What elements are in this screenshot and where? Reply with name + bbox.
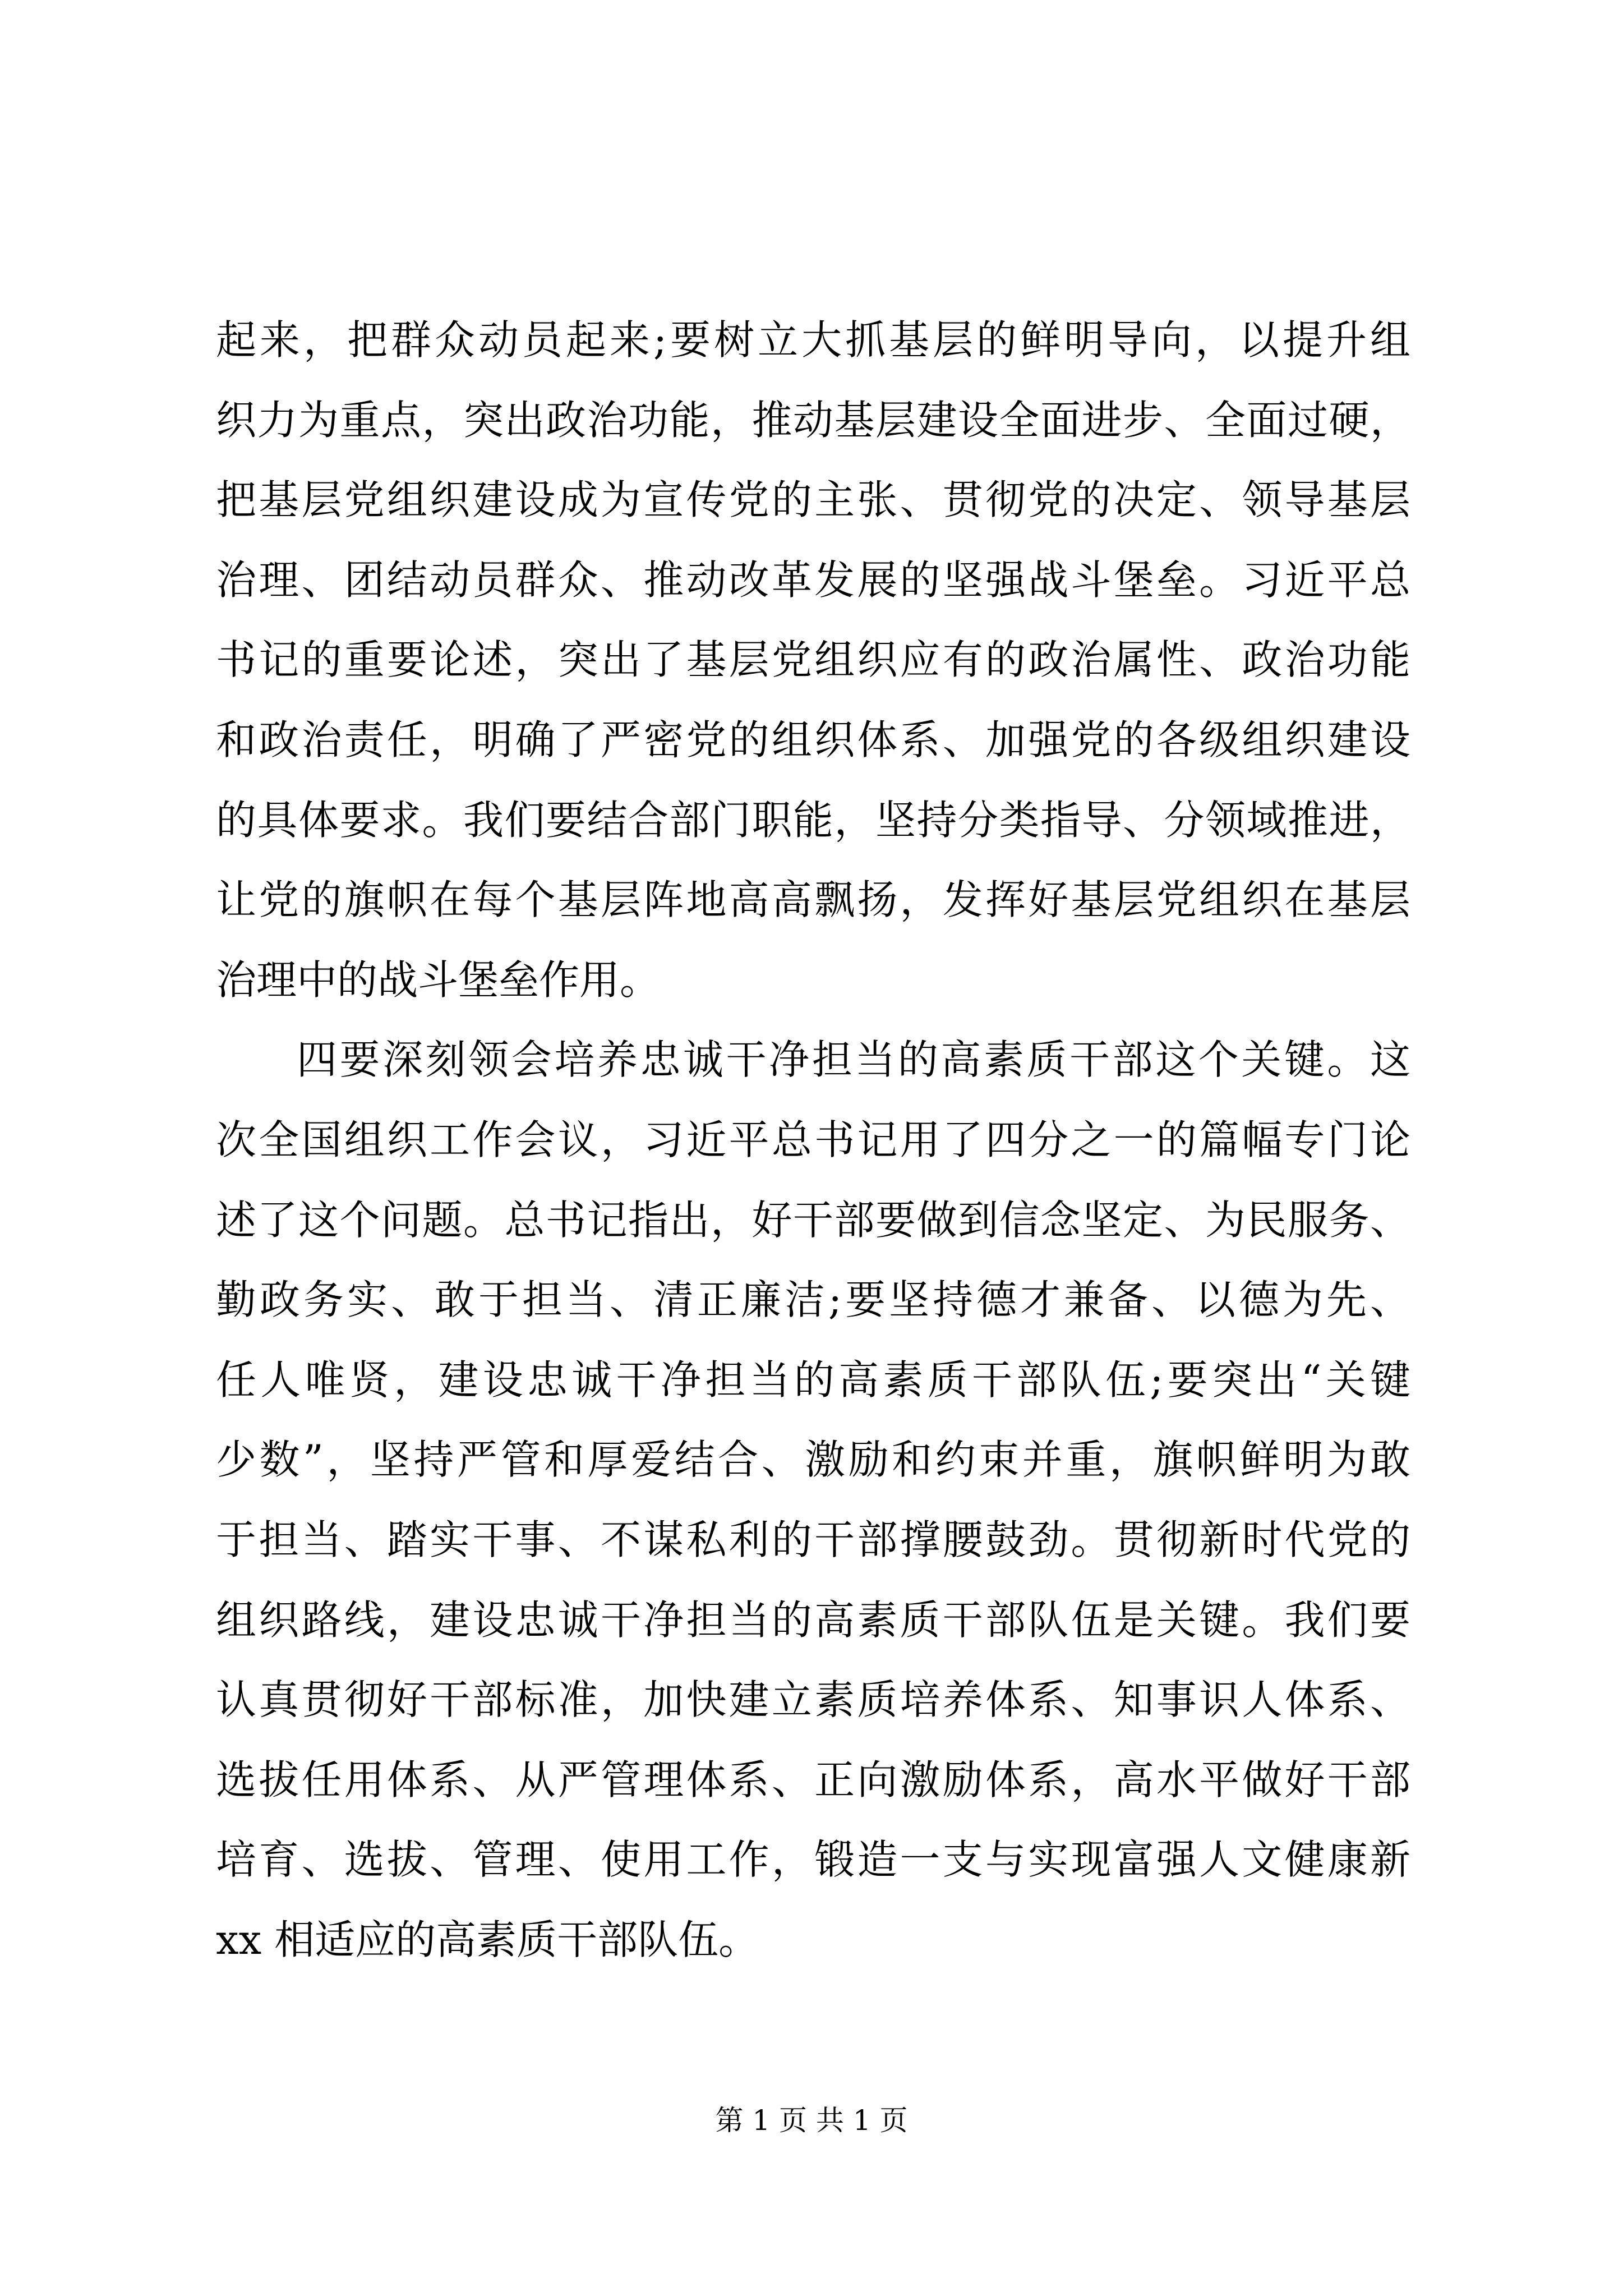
text-line: 四要深刻领会培养忠诚干净担当的高素质干部这个关键。这 [297, 1036, 1410, 1084]
paragraph [216, 1020, 1410, 1980]
text-line: xx 相适应的高素质干部队伍。 [216, 1916, 759, 1963]
text-line: 述了这个问题。总书记指出，好干部要做到信念坚定、为民服务、 [216, 1196, 1410, 1244]
text-line: 和政治责任，明确了严密党的组织体系、加强党的各级组织建设 [216, 716, 1410, 763]
text-line: 培育、选拔、管理、使用工作，锻造一支与实现富强人文健康新 [216, 1836, 1410, 1884]
text-line: 任人唯贤，建设忠诚干净担当的高素质干部队伍;要突出“关键 [216, 1356, 1410, 1404]
text-line: 把基层党组织建设成为宣传党的主张、贯彻党的决定、领导基层 [216, 476, 1410, 524]
text-line: 起来，把群众动员起来;要树立大抓基层的鲜明导向，以提升组 [216, 316, 1410, 364]
paragraph [216, 300, 1410, 1020]
text-line: 织力为重点，突出政治功能，推动基层建设全面进步、全面过硬， [216, 396, 1410, 444]
text-line: 认真贯彻好干部标准，加快建立素质培养体系、知事识人体系、 [216, 1676, 1410, 1724]
text-line: 治理中的战斗堡垒作用。 [216, 956, 661, 1004]
text-line: 让党的旗帜在每个基层阵地高高飘扬，发挥好基层党组织在基层 [216, 876, 1410, 924]
text-line: 于担当、踏实干事、不谋私利的干部撑腰鼓劲。贯彻新时代党的 [216, 1516, 1410, 1563]
text-line: 的具体要求。我们要结合部门职能，坚持分类指导、分领域推进， [216, 796, 1410, 844]
text-line: 治理、团结动员群众、推动改革发展的坚强战斗堡垒。习近平总 [216, 556, 1410, 604]
text-line: 选拔任用体系、从严管理体系、正向激励体系，高水平做好干部 [216, 1756, 1410, 1803]
text-line: 次全国组织工作会议，习近平总书记用了四分之一的篇幅专门论 [216, 1116, 1410, 1163]
text-line: 书记的重要论述，突出了基层党组织应有的政治属性、政治功能 [216, 636, 1410, 684]
document-body [216, 300, 1410, 1980]
text-line: 勤政务实、敢于担当、清正廉洁;要坚持德才兼备、以德为先、 [216, 1276, 1410, 1324]
text-line: 组织路线，建设忠诚干净担当的高素质干部队伍是关键。我们要 [216, 1596, 1410, 1644]
page-footer: 第 1 页 共 1 页 [715, 2104, 908, 2137]
text-line: 少数”，坚持严管和厚爱结合、激励和约束并重，旗帜鲜明为敢 [216, 1436, 1410, 1484]
